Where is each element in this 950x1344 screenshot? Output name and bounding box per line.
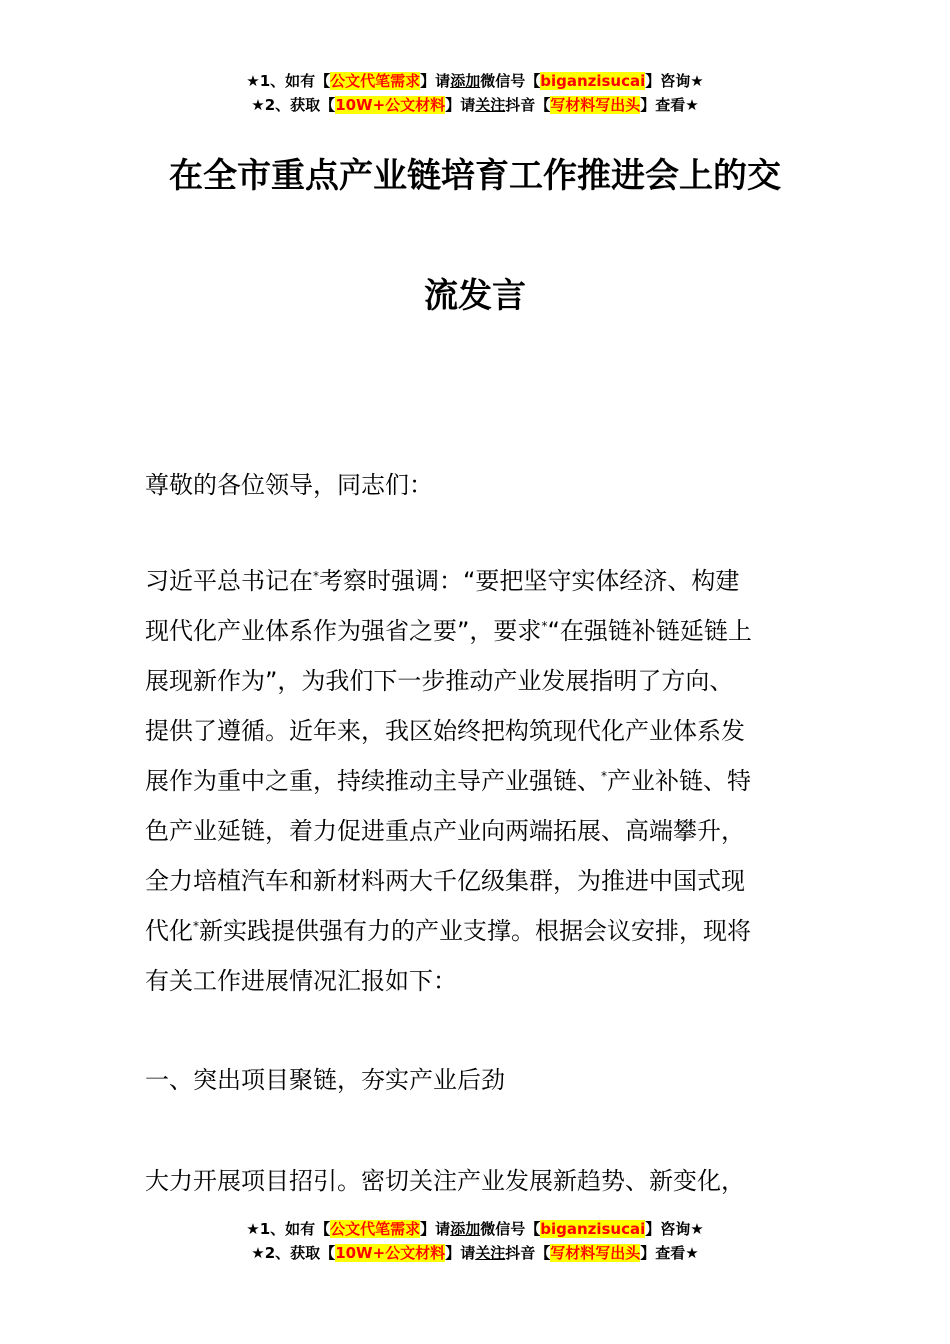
banner-text: ★1、如有【 [246,72,331,90]
section-heading-1: 一、突出项目聚链，夯实产业后劲 [145,1066,505,1094]
banner-text: 】查看★ [640,96,699,114]
banner-underline: 添加 [450,72,481,90]
body-line-text: 展现新作为”，为我们下一步推动产业发展指明了方向、 [145,667,734,695]
redaction-mark: * [313,569,319,583]
banner-line-1 [0,69,950,93]
banner-underline: 添加 [450,1220,481,1238]
body-line-text: 有关工作进展情况汇报如下： [145,967,457,995]
body-line [145,956,810,1006]
document-title-line-1: 在全市重点产业链培育工作推进会上的交 [169,156,781,196]
banner-text: 】咨询★ [645,72,704,90]
banner-text: 微信号【 [480,72,541,90]
banner-line-2 [0,93,950,117]
banner-text: 】请 [420,1220,451,1238]
banner-highlight: biganzisucai [540,72,646,90]
banner-highlight: 10W+公文材料 [335,96,446,114]
body-line-text: 色产业延链，着力促进重点产业向两端拓展、高端攀升， [145,817,745,845]
body-paragraph [145,556,810,1006]
banner-text: 】咨询★ [645,1220,704,1238]
body-line-text: 提供了遵循。近年来，我区始终把构筑现代化产业体系发 [145,717,745,745]
body-line [145,706,810,756]
banner-text: 微信号【 [480,1220,541,1238]
banner-text: 】请 [420,72,451,90]
banner-text: 】查看★ [640,1244,699,1262]
body-line [145,906,810,956]
greeting: 尊敬的各位领导，同志们： [145,471,433,499]
body-line [145,856,810,906]
body-line-text: 产业补链、特 [607,767,751,795]
document-title-line-2: 流发言 [424,276,526,316]
body-line-text: 展作为重中之重，持续推动主导产业强链、 [145,767,601,795]
banner-text: 】请 [445,1244,476,1262]
banner-line-2 [0,1241,950,1265]
banner-highlight: 公文代笔需求 [330,72,421,90]
redaction-mark: * [193,919,199,933]
redaction-mark: * [601,769,607,783]
banner-highlight: 公文代笔需求 [330,1220,421,1238]
body-line-text: 新实践提供强有力的产业支撑。根据会议安排，现将 [199,917,751,945]
banner-line-1 [0,1217,950,1241]
banner-underline: 关注 [475,96,506,114]
body-line-text: 现代化产业体系作为强省之要”，要求 [145,617,542,645]
banner-highlight: 写材料写出头 [550,96,641,114]
body-line-text: 代化 [145,917,193,945]
body-line [145,606,810,656]
banner-highlight: 10W+公文材料 [335,1244,446,1262]
body-line-text: 考察时强调：“要把坚守实体经济、构建 [319,567,740,595]
banner-underline: 关注 [475,1244,506,1262]
body-line-text: 全力培植汽车和新材料两大千亿级集群，为推进中国式现 [145,867,745,895]
redaction-mark: * [541,619,548,633]
paragraph-2-line-1: 大力开展项目招引。密切关注产业发展新趋势、新变化， [145,1167,745,1195]
banner-highlight: 写材料写出头 [550,1244,641,1262]
banner-text: ★1、如有【 [246,1220,331,1238]
body-line-text: 习近平总书记在 [145,567,313,595]
header-banner [0,69,950,117]
banner-text: ★2、获取【 [251,96,336,114]
banner-text: 抖音【 [505,1244,551,1262]
body-line [145,756,810,806]
banner-text: 】请 [445,96,476,114]
banner-highlight: biganzisucai [540,1220,646,1238]
footer-banner [0,1217,950,1265]
body-line [145,556,810,606]
banner-text: 抖音【 [505,96,551,114]
body-line [145,656,810,706]
body-line-text: “在强链补链延链上 [547,617,752,645]
body-line [145,806,810,856]
banner-text: ★2、获取【 [251,1244,336,1262]
